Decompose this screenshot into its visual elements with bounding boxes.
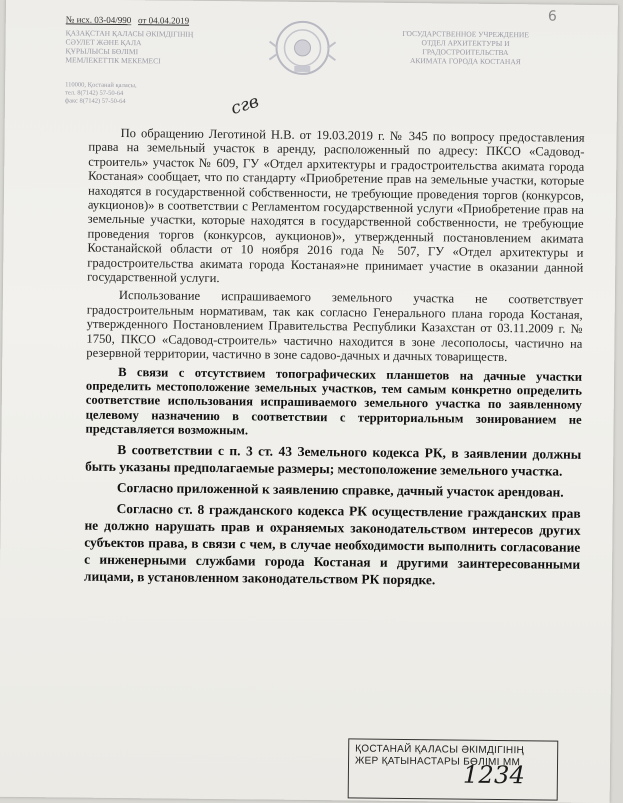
paragraph-1: По обращению Леготиной Н.В. от 19.03.2019 г. № 345 по вопросу предоставления права на земельный участок в аренду, расположенный по адресу: ПКСО «Садовод-строитель» участок № 609, ГУ «Отдел архитектуры и градостроительства акимата города Костаная» сообщает, что по стандарту «Приобретение прав на земельные участки, которые находятся в государственной собственности, не требующие проведения торгов (конкурсов, аукционов)» в соответствии с Регламентом государственной услуги «Приобретение прав на земельные участки, которые находятся в государственной собственности, не требующие проведения торгов (конкурсов, аукционов)», утвержденный постановлением акимата Костанайской области от 10 ноября 2016 года № 507, ГУ «Отдел архитектуры и градостроительства акимата города Костаная»не принимает участие в оказании данной государственной услуги. bbox=[87, 126, 585, 286]
right-org-line-3: ГРАДОСТРОИТЕЛЬСТВА bbox=[422, 47, 509, 58]
address-line-3: факс 8(7142) 57-50-64 bbox=[64, 97, 126, 106]
left-org-line-4: МЕМЛЕКЕТТІК МЕКЕМЕСІ bbox=[65, 55, 161, 66]
paragraph-5: Согласно приложенной к заявлению справке, дачный участок арендован. bbox=[116, 479, 564, 500]
paragraph-2: Использование испрашиваемого земельного участка не соответствует градостроительным нормативам, так как согласно Генерального плана города Костаная, утвержденного Постановлением Правительства Республики Казахстан от 03.11.2009 г. № 1750, ПКСО «Садовод-строитель» частично находится в зоне лесополосы, частично на резервной территории, частично в зоне садово-дачных и дачных товариществ. bbox=[86, 288, 583, 365]
right-org-line-4: АКИМАТА ГОРОДА КОСТАНАЯ bbox=[409, 56, 521, 67]
state-emblem-icon bbox=[267, 16, 338, 81]
paragraph-4: В соответствии с п. 3 ст. 43 Земельного кодекса РК, в заявлении должны быть указаны предполагаемые размеры; местоположение земельного участка. bbox=[85, 441, 582, 479]
paragraph-6: Согласно ст. 8 гражданского кодекса РК осуществление гражданских прав не должно нарушать прав и охраняемых законодательством интересов других субъектов права, в связи с чем, в случае необходимости выполнить согласование с инженерными службами города Костаная и другими заинтересованными лицами, в установленном законодательством РК порядке. bbox=[83, 500, 581, 587]
address-block bbox=[65, 81, 245, 107]
stamp-line-1: ҚОСТАНАЙ ҚАЛАСЫ ӘКІМДІГІНІҢ bbox=[355, 743, 525, 757]
reference-number: № исх. 03-04/990 bbox=[65, 14, 132, 26]
reference-line bbox=[66, 15, 256, 26]
stamp-line-2: ЖЕР ҚАТЫНАСТАРЫ БӨЛІМІ ММ bbox=[354, 755, 521, 769]
letter-body bbox=[84, 126, 585, 594]
reference-date: от 04.04.2019 bbox=[138, 15, 190, 26]
left-org-line-1: ҚАЗАҚСТАН ҚАЛАСЫ ӘКІМДІГІНІҢ bbox=[65, 28, 194, 39]
handwritten-signature: сгв bbox=[228, 91, 262, 120]
right-org-line-2: ОТДЕЛ АРХИТЕКТУРЫ И bbox=[421, 38, 510, 49]
stamp-number: 1234 bbox=[462, 760, 526, 790]
right-org-line-1: ГОСУДАРСТВЕННОЕ УЧРЕЖДЕНИЕ bbox=[402, 28, 529, 40]
page-number: 6 bbox=[547, 8, 557, 25]
registration-stamp bbox=[348, 738, 559, 800]
address-line-2: тел. 8(7142) 57-50-64 bbox=[64, 89, 124, 98]
address-line-1: 110000, Қостанай қаласы, bbox=[65, 81, 137, 90]
left-org-line-3: ҚҰРЫЛЫСЫ БӨЛІМІ bbox=[65, 46, 139, 57]
paragraph-3: В связи с отсутствием топографических планшетов на дачные участки определить местоположение земельных участков, тем самым конкретно определить соответствие использования испрашиваемого земельного участка по заявленному целевому назначению в соответствии с территориальным зонированием не представляется возможным. bbox=[85, 364, 583, 438]
header-left bbox=[65, 15, 256, 66]
header-right bbox=[360, 29, 570, 67]
left-org-line-2: СӘУЛЕТ ЖӘНЕ ҚАЛА bbox=[65, 37, 142, 48]
